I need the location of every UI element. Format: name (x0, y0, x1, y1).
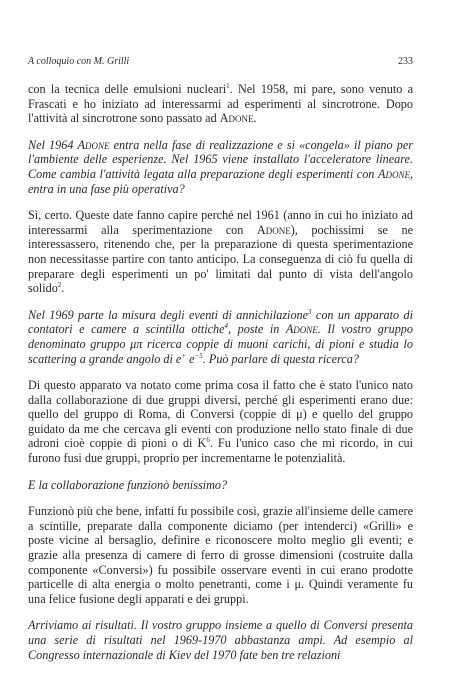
answer-paragraph-4: Funzionò più che bene, infatti fu possibile così, grazie all'insieme delle camere a scintille, preparate dalla componente diciamo (per intenderci) «Grilli» e poste vicine al bersaglio, definire e riconoscere molto meglio gli eventi; e grazie alla presenza di camere di ferro di grosse dimensioni (costruite dalla componente «Conversi») fu possibile osservare eventi in cui erano prodotte particelle di alta energia o molto penetranti, come i μ. Quindi veramente fu una felice fusione degli apparati e dei gruppi. (28, 504, 413, 606)
page-number: 233 (398, 56, 413, 67)
text-run: , poste in (228, 322, 286, 337)
charge-superscript: −5 (194, 351, 203, 360)
text-run: Nel 1969 parte la misura degli eventi di annichilazione (28, 307, 309, 322)
answer-paragraph-1 (28, 82, 413, 126)
text-run: Di questo apparato va notato come prima cosa il fatto che è stato l'unico nato dalla collaborazione di due gruppi diversi, perché gli esperimenti erano due: quello del gruppo di Roma, di Conversi (coppie di μ) e quello del gruppo guidato da me che cercava gli eventi con produzione nello stato finale di due adroni cioè coppie di pioni o di K (28, 378, 413, 451)
footnote-ref: 4 (224, 322, 229, 331)
adone-name: Adone (285, 322, 318, 337)
footnote-ref: 1 (226, 81, 230, 90)
answer-paragraph-3 (28, 378, 413, 466)
footnote-ref: 2 (57, 281, 62, 290)
text-run: . (253, 111, 257, 126)
page-body (28, 82, 413, 674)
question-paragraph-1 (28, 138, 413, 196)
text-run: . Fu l'unico caso che mi ricordo, in cui furono fusi due gruppi, proprio per incrementarne le potenzialità. (28, 436, 413, 466)
question-paragraph-2 (28, 308, 413, 366)
text-run: . Il vostro gruppo denominato gruppo μπ ricerca coppie di muoni carichi, di pioni e studia lo scattering a grande angolo di e (28, 322, 413, 366)
text-run: Sì, certo. Queste date fanno capire perché nel 1961 (anno in cui ho iniziato ad interessarmi alla sperimentazione con (28, 208, 413, 237)
running-title: A colloquio con M. Grilli (28, 56, 130, 67)
text-run: con la tecnica delle emulsioni nucleari (28, 82, 227, 96)
text-run: . Può parlare di questa ricerca? (202, 351, 359, 366)
text-run: entra nella fase di realizzazione e si «congela» il piano per l'ambiente delle esperienze. Nel 1965 viene installato l'acceleratore lineare. Come cambia l'attività legata alla preparazione degli esperimenti con (28, 137, 413, 181)
text-run: . (61, 281, 65, 296)
footnote-ref: 6 (206, 436, 210, 445)
running-header (28, 56, 413, 67)
adone-name: Adone (77, 137, 110, 152)
footnote-ref: 3 (308, 307, 312, 316)
adone-name: Adone (378, 166, 410, 181)
text-run: e (186, 351, 195, 366)
adone-name: Adone (219, 111, 254, 126)
question-paragraph-3: E la collaborazione funzionò benissimo? (28, 477, 228, 492)
adone-name: Adone (256, 222, 291, 237)
text-run: ), pochissimi se ne interessassero, ritenendo che, per la preparazione di questa sperimentazione non necessitasse partire con tanto anticipo. La conseguenza di ciò fu quella di preparare degli esperimenti un po' limitati dal punto di vista dell'angolo solido (28, 222, 413, 296)
text-run: . Nel 1958, mi pare, sono venuto a Frascati e ho iniziato ad interessarmi ad esperimenti al sincrotrone. Dopo l'attività al sincrotrone sono passato ad (28, 82, 413, 126)
charge-superscript: + (181, 351, 187, 360)
text-run: , entra in una fase più operativa? (28, 166, 413, 196)
answer-paragraph-2 (28, 208, 413, 296)
question-paragraph-4: Arriviamo ai risultati. Il vostro gruppo insieme a quello di Conversi presenta una serie di risultati nel 1969-1970 abbastanza ampi. Ad esempio al Congresso internazionale di Kiev del 1970 fate ben tre relazioni (28, 618, 413, 662)
text-run: con un apparato di contatori e camere a scintilla ottiche (28, 307, 413, 337)
text-run: Nel 1964 (28, 137, 78, 152)
